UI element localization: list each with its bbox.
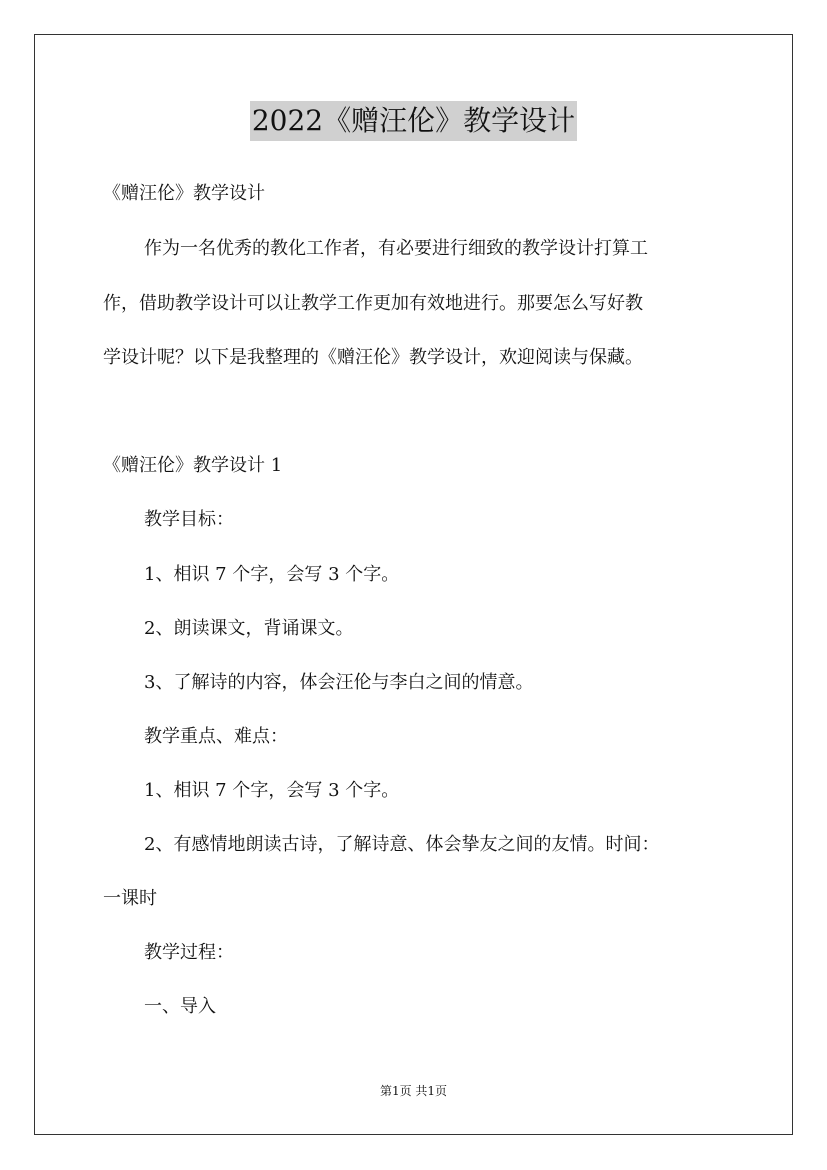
keypoint-item-1: 1、相识 7 个字，会写 3 个字。 [144,780,400,801]
keypoint-item-2: 2、有感情地朗读古诗，了解诗意、体会挚友之间的友情。时间： [144,834,660,855]
title-container [0,101,827,141]
process-step-1: 一、导入 [144,996,216,1017]
document-title: 2022《赠汪伦》教学设计 [250,101,577,141]
goals-label: 教学目标： [144,509,234,530]
subtitle: 《赠汪伦》教学设计 [103,183,265,204]
process-label: 教学过程： [144,942,234,963]
intro-line-2: 作，借助教学设计可以让教学工作更加有效地进行。那要怎么写好教 [103,293,643,314]
goal-item-1: 1、相识 7 个字，会写 3 个字。 [144,564,400,585]
intro-line-3: 学设计呢？以下是我整理的《赠汪伦》教学设计，欢迎阅读与保藏。 [103,347,643,368]
keypoints-label: 教学重点、难点： [144,726,288,747]
keypoint-item-2-continued: 一课时 [103,888,157,909]
goal-item-3: 3、了解诗的内容，体会汪伦与李白之间的情意。 [144,672,534,693]
page-number: 第1页 共1页 [379,1084,448,1098]
section-heading: 《赠汪伦》教学设计 1 [103,455,283,476]
intro-line-1: 作为一名优秀的教化工作者，有必要进行细致的教学设计打算工 [144,238,648,259]
goal-item-2: 2、朗读课文，背诵课文。 [144,618,354,639]
